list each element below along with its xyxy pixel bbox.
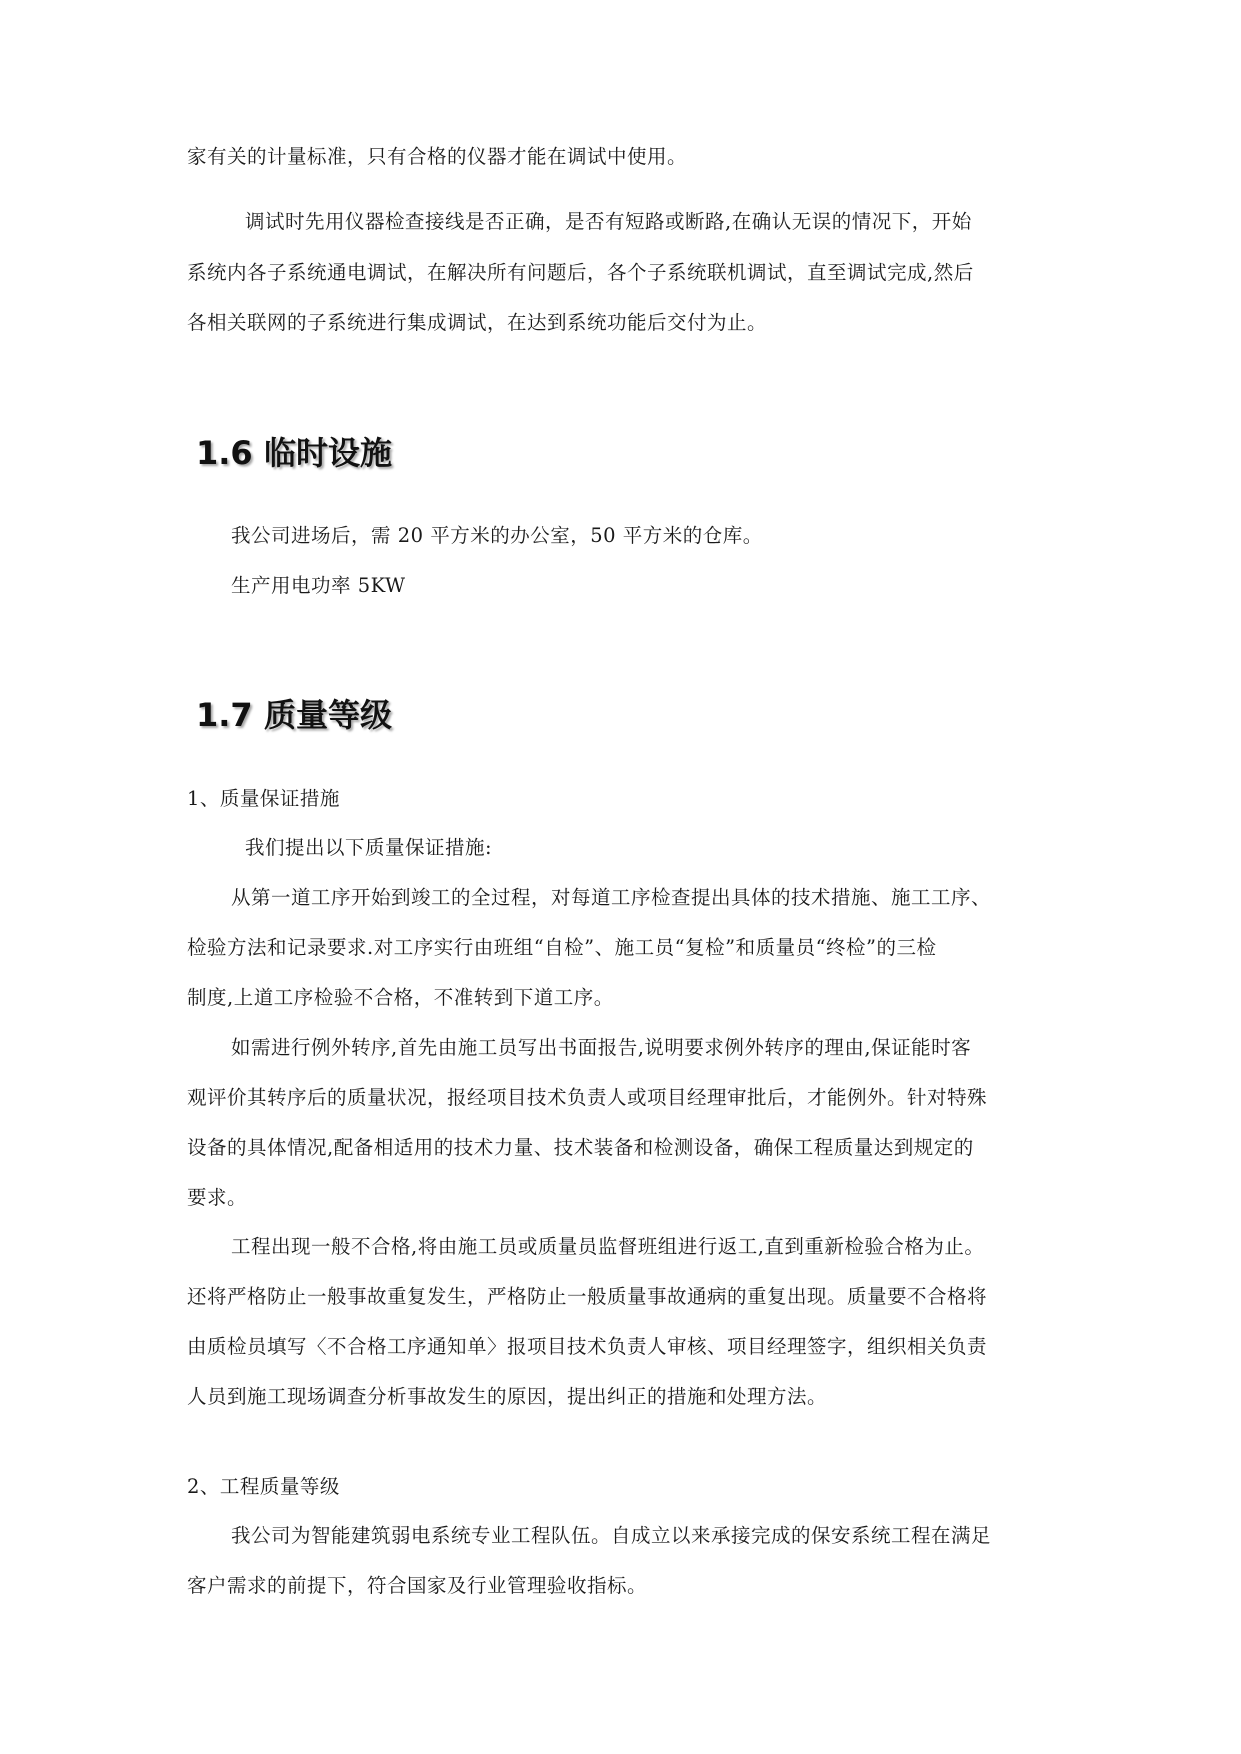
- paragraph-line: 客户需求的前提下，符合国家及行业管理验收指标。: [187, 1574, 648, 1597]
- paragraph-line: 我公司为智能建筑弱电系统专业工程队伍。自成立以来承接完成的保安系统工程在满足: [231, 1524, 992, 1547]
- section-number: 1.6: [196, 434, 253, 472]
- paragraph-line: 系统内各子系统通电调试，在解决所有问题后，各个子系统联机调试，直至调试完成,然后: [187, 261, 974, 284]
- section-heading-1-7: [196, 695, 392, 735]
- paragraph-line: 还将严格防止一般事故重复发生，严格防止一般质量事故通病的重复出现。质量要不合格将: [187, 1285, 988, 1308]
- paragraph-line: 设备的具体情况,配备相适用的技术力量、技术装备和检测设备，确保工程质量达到规定的: [187, 1136, 974, 1159]
- paragraph-line: 制度,上道工序检验不合格，不准转到下道工序。: [187, 986, 614, 1009]
- section-title: 临时设施: [264, 434, 393, 472]
- subsection-title: 1、质量保证措施: [187, 787, 340, 810]
- paragraph-line: 生产用电功率 5KW: [231, 574, 406, 597]
- paragraph-line: 各相关联网的子系统进行集成调试，在达到系统功能后交付为止。: [187, 311, 768, 334]
- section-title: 质量等级: [264, 696, 393, 734]
- paragraph-line: 家有关的计量标准，只有合格的仪器才能在调试中使用。: [187, 145, 688, 168]
- paragraph-line: 由质检员填写〈不合格工序通知单〉报项目技术负责人审核、项目经理签字，组织相关负责: [187, 1335, 988, 1358]
- paragraph-line: 我们提出以下质量保证措施:: [245, 836, 493, 859]
- paragraph-line: 如需进行例外转序,首先由施工员写出书面报告,说明要求例外转序的理由,保证能时客: [231, 1036, 972, 1059]
- paragraph-line: 观评价其转序后的质量状况，报经项目技术负责人或项目经理审批后，才能例外。针对特殊: [187, 1086, 988, 1109]
- section-number: 1.7: [196, 696, 253, 734]
- paragraph-line: 要求。: [187, 1186, 248, 1209]
- paragraph-line: 调试时先用仪器检查接线是否正确，是否有短路或断路,在确认无误的情况下，开始: [245, 210, 972, 233]
- paragraph-line: 我公司进场后，需 20 平方米的办公室，50 平方米的仓库。: [231, 524, 763, 547]
- paragraph-line: 人员到施工现场调查分析事故发生的原因，提出纠正的措施和处理方法。: [187, 1385, 828, 1408]
- paragraph-line: 从第一道工序开始到竣工的全过程，对每道工序检查提出具体的技术措施、施工工序、: [231, 886, 992, 909]
- paragraph-line: 工程出现一般不合格,将由施工员或质量员监督班组进行返工,直到重新检验合格为止。: [231, 1235, 985, 1258]
- subsection-title: 2、工程质量等级: [187, 1475, 340, 1498]
- paragraph-line: 检验方法和记录要求.对工序实行由班组“自检”、施工员“复检”和质量员“终检”的三检: [187, 936, 937, 959]
- section-heading-1-6: [196, 433, 392, 473]
